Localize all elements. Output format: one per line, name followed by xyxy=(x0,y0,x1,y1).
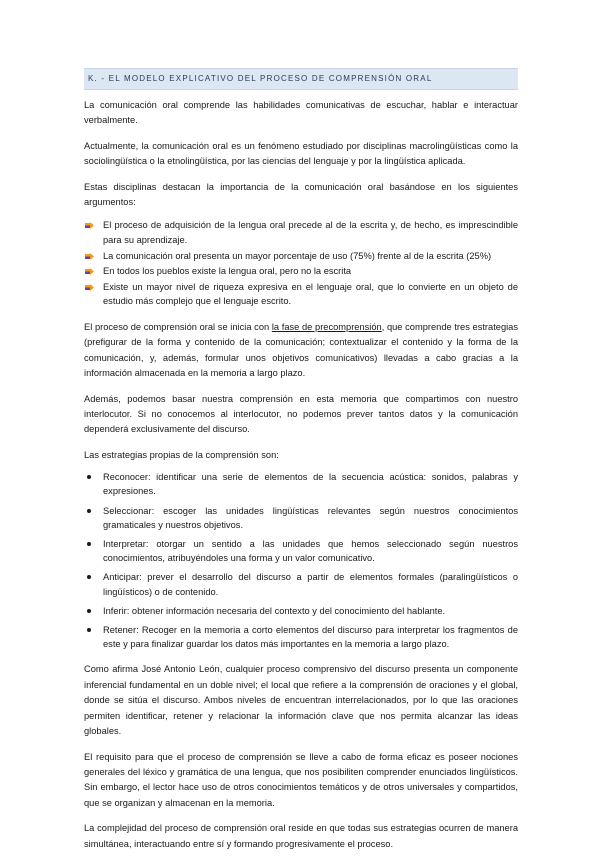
text-segment: El proceso de comprensión oral se inicia con xyxy=(84,322,272,332)
list-item xyxy=(84,218,518,247)
strategy-text: Anticipar: prever el desarrollo del discurso a partir de elementos formales (paralingüísticos o lingüísticos) o de contenido. xyxy=(103,572,518,597)
argument-text: El proceso de adquisición de la lengua oral precede al de la escrita y, de hecho, es imprescindible para su aprendizaje. xyxy=(103,220,518,246)
argument-text: En todos los pueblos existe la lengua oral, pero no la escrita xyxy=(103,266,352,277)
bullet-dot-icon xyxy=(87,575,91,579)
paragraph-memory: Además, podemos basar nuestra comprensión en esta memoria que compartimos con nuestro interlocutor. Si no conocemos al interlocutor, no podemos prever tantos datos y la comunicación dependerá exclusivamente del discurso. xyxy=(84,393,518,435)
paragraph-disciplines: Actualmente, la comunicación oral es un fenómeno estudiado por disciplinas macrolingüísticas como la sociolingüística o la etnolingüística, por las ciencias del lenguaje y por la lingüística aplicada. xyxy=(84,140,518,167)
bullet-dot-icon xyxy=(87,542,91,546)
paragraph-arguments-intro: Estas disciplinas destacan la importancia de la comunicación oral basándose en los siguientes argumentos: xyxy=(84,181,518,208)
document-page xyxy=(84,68,518,862)
list-item xyxy=(84,264,518,279)
list-item xyxy=(84,623,518,651)
list-item xyxy=(84,504,518,532)
bullet-dot-icon xyxy=(87,475,91,479)
paragraph-strategies-intro: Las estrategias propias de la comprensión son: xyxy=(84,449,279,460)
arrow-bullet-icon xyxy=(85,253,94,260)
paragraph-inferential: Como afirma José Antonio León, cualquier proceso comprensivo del discurso presenta un componente inferencial fundamental en un doble nivel; el local que refiere a la comprensión de oraciones y el global, donde se sitúa el discurso. Ambos niveles de encuentran interrelacionados, por lo que las oraciones permiten identificar, retener y relacionar la información clave que nos permita alcanzar las ideas globales. xyxy=(84,664,518,737)
list-item xyxy=(84,470,518,498)
argument-text: La comunicación oral presenta un mayor porcentaje de uso (75%) frente al de la escrita (25%) xyxy=(103,250,492,261)
paragraph-complexity: La complejidad del proceso de comprensión oral reside en que todas sus estrategias ocurren de manera simultánea, interactuando entre sí y formando progresivamente el proceso. xyxy=(84,823,518,849)
arguments-list xyxy=(84,218,518,309)
list-item xyxy=(84,280,518,309)
section-header: K. - EL MODELO EXPLICATIVO DEL PROCESO DE COMPRENSIÓN ORAL xyxy=(84,68,518,90)
strategy-text: Inferir: obtener información necesaria del contexto y del conocimiento del hablante. xyxy=(103,605,446,616)
paragraph-precomprehension xyxy=(84,320,518,382)
list-item xyxy=(84,537,518,565)
strategy-text: Reconocer: identificar una serie de elementos de la secuencia acústica: sonidos, palabras y expresiones. xyxy=(103,472,518,497)
paragraph-intro: La comunicación oral comprende las habilidades comunicativas de escuchar, hablar e interactuar verbalmente. xyxy=(84,100,518,126)
list-item xyxy=(84,604,518,618)
list-item xyxy=(84,570,518,598)
bullet-dot-icon xyxy=(87,509,91,513)
strategy-text: Retener: Recoger en la memoria a corto elementos del discurso para interpretar los fragmentos de este y para finalizar guardar los datos más importantes en la memoria a largo plazo. xyxy=(103,625,518,650)
bullet-dot-icon xyxy=(87,628,91,632)
strategies-list xyxy=(84,470,518,651)
precomprehension-underlined: la fase de precomprensión xyxy=(271,322,382,332)
bullet-dot-icon xyxy=(87,609,91,613)
paragraph-requirement: El requisito para que el proceso de comprensión se lleve a cabo de forma eficaz es poseer nociones generales del léxico y gramática de una lengua, que nos posibiliten comprender enunciados lingüísticos. Sin embargo, el lector hace uso de otros conocimientos temáticos y de otros universales y compartidos, que se organizan y almacenan en la memoria. xyxy=(84,751,518,808)
argument-text: Existe un mayor nivel de riqueza expresiva en el lenguaje oral, que lo convierte en un objeto de estudio más complejo que el lenguaje escrito. xyxy=(103,281,518,307)
text-segment: , que comprende tres estrategias (prefigurar de la forma y contenido de la comunicación; contextualizar el contenido y la forma de la comunicación, y, además, formular unos objetivos comunicativos) llevadas a cabo gracias a la información almacenada en la memoria a largo plazo. xyxy=(84,322,518,379)
arrow-bullet-icon xyxy=(85,284,94,291)
strategy-text: Seleccionar: escoger las unidades lingüísticas relevantes según nuestros conocimientos gramaticales y nuestros objetivos. xyxy=(103,505,518,530)
arrow-bullet-icon xyxy=(85,268,94,275)
list-item xyxy=(84,249,518,264)
arrow-bullet-icon xyxy=(85,222,94,229)
strategy-text: Interpretar: otorgar un sentido a las unidades que hemos seleccionado según nuestros conocimientos, atribuyéndoles una forma y un valor comunicativo. xyxy=(103,539,518,564)
